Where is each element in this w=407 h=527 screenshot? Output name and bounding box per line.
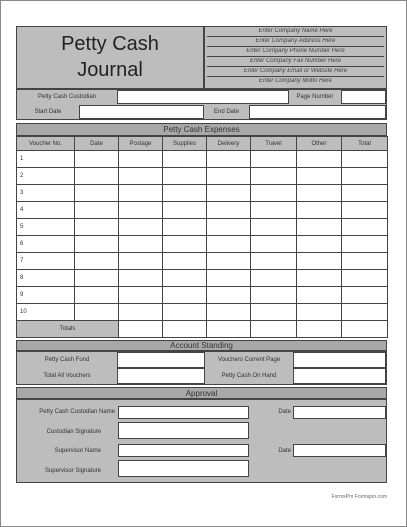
expense-cell[interactable]	[163, 202, 207, 219]
petty-cash-on-hand-label: Petty Cash On Hand	[221, 373, 277, 379]
expense-cell[interactable]	[163, 168, 207, 185]
expense-cell[interactable]	[207, 202, 251, 219]
expense-cell[interactable]	[297, 304, 342, 321]
custodian-date-input[interactable]	[293, 406, 386, 419]
custodian-signature-label: Custodian Signature	[46, 429, 101, 435]
column-header: Postage	[119, 137, 163, 151]
expense-cell[interactable]	[342, 270, 388, 287]
custodian-signature-input[interactable]	[118, 422, 249, 439]
expense-cell[interactable]	[207, 168, 251, 185]
vouchers-current-page-input[interactable]	[293, 352, 386, 368]
expense-cell[interactable]	[297, 202, 342, 219]
expense-cell[interactable]	[297, 287, 342, 304]
expense-cell[interactable]	[207, 304, 251, 321]
row-number: 3	[17, 185, 75, 202]
supervisor-signature-label: Supervisor Signature	[44, 468, 101, 474]
total-cell[interactable]	[119, 321, 163, 338]
expense-cell[interactable]	[342, 236, 388, 253]
expense-cell[interactable]	[251, 185, 297, 202]
row-number: 7	[17, 253, 75, 270]
expense-cell[interactable]	[251, 270, 297, 287]
table-row	[17, 270, 388, 287]
vouchers-current-page-label: Vouchers Current Page	[217, 357, 281, 363]
expense-cell[interactable]	[342, 185, 388, 202]
expense-cell[interactable]	[75, 185, 119, 202]
expense-cell[interactable]	[342, 287, 388, 304]
table-row	[17, 287, 388, 304]
row-number: 9	[17, 287, 75, 304]
table-row	[17, 253, 388, 270]
expense-cell[interactable]	[342, 151, 388, 168]
totals-label: Totals	[17, 321, 119, 338]
expense-cell[interactable]	[75, 270, 119, 287]
expense-cell[interactable]	[163, 304, 207, 321]
supervisor-date-input[interactable]	[293, 444, 386, 457]
total-cell[interactable]	[207, 321, 251, 338]
expense-cell[interactable]	[119, 202, 163, 219]
company-website-field[interactable]: Enter Company Email or Website Here	[207, 68, 384, 77]
column-header: Supplies	[163, 137, 207, 151]
expense-cell[interactable]	[207, 270, 251, 287]
row-number: 5	[17, 219, 75, 236]
expense-cell[interactable]	[75, 287, 119, 304]
company-name-field[interactable]: Enter Company Name Here	[207, 28, 384, 37]
approval-section-title: Approval	[16, 387, 387, 399]
expense-cell[interactable]	[251, 219, 297, 236]
expense-cell[interactable]	[119, 304, 163, 321]
table-row	[17, 185, 388, 202]
column-header: Voucher No.	[17, 137, 75, 151]
expense-cell[interactable]	[297, 168, 342, 185]
totals-row	[17, 321, 388, 338]
page-number-label: Page Number	[296, 94, 334, 100]
expense-cell[interactable]	[251, 151, 297, 168]
table-row	[17, 219, 388, 236]
expense-cell[interactable]	[119, 253, 163, 270]
custodian-input[interactable]	[117, 90, 289, 104]
expense-cell[interactable]	[207, 185, 251, 202]
end-date-input[interactable]	[249, 105, 386, 119]
expense-cell[interactable]	[163, 287, 207, 304]
column-header: Total	[342, 137, 388, 151]
end-date-label: End Date	[213, 109, 240, 115]
supervisor-signature-input[interactable]	[118, 460, 249, 477]
expense-cell[interactable]	[163, 253, 207, 270]
expense-cell[interactable]	[297, 236, 342, 253]
expense-cell[interactable]	[251, 202, 297, 219]
expense-cell[interactable]	[119, 185, 163, 202]
expense-cell[interactable]	[163, 219, 207, 236]
column-header: Travel	[251, 137, 297, 151]
expense-cell[interactable]	[119, 236, 163, 253]
expense-cell[interactable]	[207, 236, 251, 253]
date-label-2: Date	[278, 448, 291, 454]
table-row	[17, 236, 388, 253]
column-header: Date	[75, 137, 119, 151]
date-label-1: Date	[278, 409, 291, 415]
expense-cell[interactable]	[207, 151, 251, 168]
expense-cell[interactable]	[163, 151, 207, 168]
total-cell[interactable]	[342, 321, 388, 338]
expense-cell[interactable]	[119, 219, 163, 236]
page-title-line1: Petty Cash	[61, 33, 159, 55]
table-row	[17, 202, 388, 219]
start-date-label: Start Date	[34, 109, 62, 115]
company-address-field[interactable]: Enter Company Address Here	[207, 38, 384, 47]
expense-cell[interactable]	[75, 168, 119, 185]
title-block	[16, 26, 204, 89]
expenses-header-row	[17, 137, 388, 151]
expense-cell[interactable]	[297, 185, 342, 202]
expenses-table	[16, 136, 388, 338]
page-number-input[interactable]	[341, 90, 386, 104]
row-number: 10	[17, 304, 75, 321]
table-row	[17, 304, 388, 321]
column-header: Other	[297, 137, 342, 151]
expense-cell[interactable]	[251, 236, 297, 253]
expense-cell[interactable]	[163, 185, 207, 202]
petty-cash-on-hand-input[interactable]	[293, 368, 386, 384]
table-row	[17, 151, 388, 168]
standing-section-title: Account Standing	[16, 340, 387, 351]
expense-cell[interactable]	[251, 287, 297, 304]
supervisor-name-input[interactable]	[118, 444, 249, 457]
company-motto-field[interactable]: Enter Company Motto Here	[258, 78, 333, 84]
row-number: 4	[17, 202, 75, 219]
expense-cell[interactable]	[75, 236, 119, 253]
expense-cell[interactable]	[297, 219, 342, 236]
total-all-vouchers-input[interactable]	[117, 368, 205, 384]
custodian-name-input[interactable]	[118, 406, 249, 419]
expense-cell[interactable]	[119, 168, 163, 185]
row-number: 1	[17, 151, 75, 168]
expense-cell[interactable]	[119, 287, 163, 304]
row-number: 8	[17, 270, 75, 287]
expense-cell[interactable]	[297, 253, 342, 270]
total-all-vouchers-label: Total All Vouchers	[43, 373, 91, 379]
expense-cell[interactable]	[163, 236, 207, 253]
supervisor-name-label: Supervisor Name	[54, 448, 101, 454]
total-cell[interactable]	[297, 321, 342, 338]
expense-cell[interactable]	[207, 287, 251, 304]
start-date-input[interactable]	[79, 105, 204, 119]
expense-cell[interactable]	[251, 253, 297, 270]
expense-cell[interactable]	[297, 270, 342, 287]
expense-cell[interactable]	[342, 168, 388, 185]
table-row	[17, 168, 388, 185]
expense-cell[interactable]	[342, 219, 388, 236]
expense-cell[interactable]	[75, 151, 119, 168]
expense-cell[interactable]	[75, 202, 119, 219]
column-header: Delivery	[207, 137, 251, 151]
petty-cash-fund-label: Petty Cash Fund	[44, 357, 90, 363]
petty-cash-fund-input[interactable]	[117, 352, 205, 368]
expenses-section-title: Petty Cash Expenses	[16, 123, 387, 136]
footer-credit: FormsPro Formspro.com	[331, 494, 387, 500]
expense-cell[interactable]	[207, 253, 251, 270]
expense-cell[interactable]	[75, 304, 119, 321]
company-fax-field[interactable]: Enter Company Fax Number Here	[207, 58, 384, 67]
expense-cell[interactable]	[207, 219, 251, 236]
expense-cell[interactable]	[75, 219, 119, 236]
expense-cell[interactable]	[119, 270, 163, 287]
company-info-block	[204, 26, 387, 89]
expense-cell[interactable]	[342, 304, 388, 321]
expense-cell[interactable]	[342, 253, 388, 270]
custodian-name-label: Petty Cash Custodian Name	[39, 409, 115, 415]
total-cell[interactable]	[163, 321, 207, 338]
row-number: 2	[17, 168, 75, 185]
page-title-line2: Journal	[77, 59, 143, 81]
expense-cell[interactable]	[119, 151, 163, 168]
expense-cell[interactable]	[251, 304, 297, 321]
company-phone-field[interactable]: Enter Company Phone Number Here	[207, 48, 384, 57]
expense-cell[interactable]	[342, 202, 388, 219]
expense-cell[interactable]	[163, 270, 207, 287]
expense-cell[interactable]	[297, 151, 342, 168]
total-cell[interactable]	[251, 321, 297, 338]
expense-cell[interactable]	[75, 253, 119, 270]
custodian-label: Petty Cash Custodian	[37, 94, 97, 100]
row-number: 6	[17, 236, 75, 253]
expense-cell[interactable]	[251, 168, 297, 185]
